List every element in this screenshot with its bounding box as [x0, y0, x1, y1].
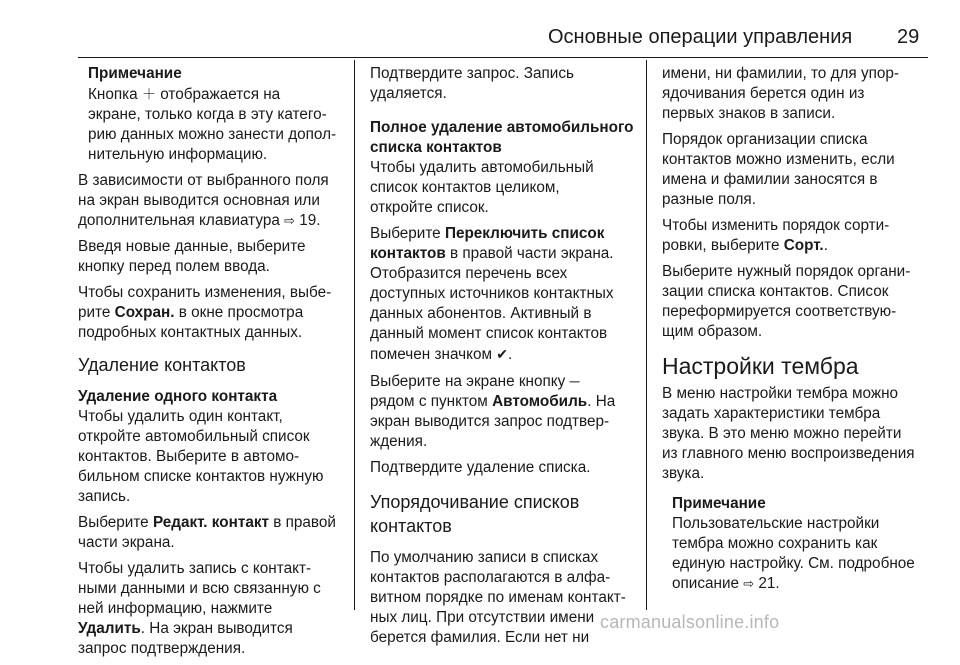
text-span: Выберите	[78, 514, 149, 531]
heading-line: Упорядочивание списков	[370, 492, 580, 512]
text-span: в правой	[273, 514, 336, 531]
text-span: .	[823, 237, 828, 254]
section-heading: Удаление контактов	[78, 355, 246, 375]
text-line: запись.	[78, 488, 131, 505]
ui-term: Сорт.	[783, 237, 824, 254]
paragraph	[370, 118, 634, 218]
text-line: данных абонентов. Активный в	[370, 305, 592, 322]
text-line: ными данными и всю связанную с	[78, 580, 321, 597]
plus-icon: ＋	[141, 86, 156, 102]
text-line: имени, ни фамилии, то для упор-	[662, 65, 899, 82]
page-reference: 21.	[758, 575, 780, 592]
text-line: витном порядке по именам контакт-	[370, 589, 626, 606]
text-line: Введя новые данные, выберите	[78, 238, 306, 255]
paragraph	[662, 384, 930, 484]
paragraph	[370, 458, 634, 478]
text-line	[370, 371, 634, 392]
text-line: откройте автомобильный список	[78, 428, 310, 445]
text-span: .	[507, 346, 513, 363]
note-box	[78, 64, 342, 165]
text-line: запрос подтверждения.	[78, 640, 246, 657]
text-line: переформируется соответствую-	[662, 303, 897, 320]
note-title: Примечание	[88, 65, 182, 82]
ui-term: Автомобиль	[492, 393, 588, 410]
text-line: берется фамилия. Если нет ни	[370, 629, 590, 646]
text-line	[370, 344, 634, 365]
page-number: 29	[897, 26, 920, 48]
text-span: рите	[78, 304, 111, 321]
ui-term: Удалить	[78, 620, 141, 637]
header-title: Основные операции управления	[548, 26, 853, 48]
text-line: ней информацию, нажмите	[78, 600, 273, 617]
text-span: рядом с пунктом	[370, 393, 488, 410]
note-line: Пользовательские настройки	[672, 515, 880, 532]
note-line	[672, 574, 930, 594]
text-line: звука. В это меню можно перейти	[662, 425, 902, 442]
text-line: разные поля.	[662, 191, 756, 208]
text-line: список контактов целиком,	[370, 179, 560, 196]
column-middle	[370, 64, 634, 654]
text-line: В зависимости от выбранного поля	[78, 172, 329, 189]
text-line: на экран выводится основная или	[78, 192, 320, 209]
text-line: доступных источников контактных	[370, 285, 614, 302]
text-line: Чтобы удалить запись с контакт-	[78, 560, 312, 577]
page-header	[0, 0, 960, 60]
text-line	[78, 303, 342, 323]
paragraph	[78, 237, 342, 277]
header-rule	[78, 57, 928, 58]
text-span: помечен значком	[370, 346, 492, 363]
text-line	[78, 513, 342, 533]
subsection-heading: Удаление одного контакта	[78, 388, 278, 405]
text-span: ровки, выберите	[662, 237, 780, 254]
text-line: звука.	[662, 465, 705, 482]
text-span: в окне просмотра	[178, 304, 304, 321]
text-line: ных лиц. При отсутствии имени	[370, 609, 595, 626]
note-line: экране, только когда в эту катего-	[88, 106, 327, 123]
paragraph	[370, 64, 634, 104]
paragraph	[662, 130, 930, 210]
paragraph	[370, 224, 634, 365]
text-line	[370, 224, 634, 244]
text-span: Выберите	[370, 225, 441, 242]
text-line: Подтвердите запрос. Запись	[370, 65, 574, 82]
text-line: экран выводится запрос подтвер-	[370, 413, 610, 430]
note-line	[88, 84, 342, 105]
section-heading: Настройки тембра	[662, 353, 859, 379]
text-span: в правой части экрана.	[449, 245, 614, 262]
ui-term: контактов	[370, 245, 446, 262]
column-divider-2	[646, 60, 647, 610]
note-line: нительную информацию.	[88, 146, 268, 163]
text-line: контактов можно изменить, если	[662, 151, 895, 168]
text-line: Подтвердите удаление списка.	[370, 459, 591, 476]
text-span: дополнительная клавиатура	[78, 212, 280, 229]
watermark: carmanualsonline.info	[600, 612, 780, 632]
paragraph	[78, 283, 342, 343]
heading-line: контактов	[370, 516, 452, 536]
text-line: контактов. Выберите в автомо-	[78, 448, 300, 465]
text-line: Выберите нужный порядок органи-	[662, 263, 911, 280]
text-line: кнопку перед полем ввода.	[78, 258, 270, 275]
note-line: тембра можно сохранить как	[672, 535, 878, 552]
text-line: первых знаков в записи.	[662, 105, 836, 122]
paragraph	[662, 216, 930, 256]
note-text: отображается на	[160, 86, 281, 103]
paragraph	[78, 559, 342, 659]
column-left	[78, 64, 342, 665]
text-line: зации списка контактов. Список	[662, 283, 889, 300]
text-line	[370, 392, 634, 412]
text-line: Порядок организации списка	[662, 131, 868, 148]
text-line: откройте список.	[370, 199, 489, 216]
text-line: из главного меню воспроизведения	[662, 445, 915, 462]
text-line: части экрана.	[78, 534, 175, 551]
paragraph	[370, 548, 634, 648]
text-line: щим образом.	[662, 323, 763, 340]
page-reference-icon: ⇨	[284, 213, 295, 228]
text-line	[370, 244, 634, 264]
paragraph	[78, 387, 342, 507]
note-line: рию данных можно занести допол-	[88, 126, 337, 143]
subsection-heading: Полное удаление автомобильного	[370, 119, 634, 136]
note-line: единую настройку. См. подробное	[672, 555, 915, 572]
text-line: бильном списке контактов нужную	[78, 468, 324, 485]
section-heading	[370, 490, 634, 538]
note-text: описание	[672, 575, 739, 592]
text-line: Чтобы сохранить изменения, выбе-	[78, 284, 332, 301]
column-divider-1	[354, 60, 355, 610]
text-line: удаляется.	[370, 85, 447, 102]
text-line: контактов располагаются в алфа-	[370, 569, 611, 586]
text-line: подробных контактных данных.	[78, 324, 303, 341]
minus-icon: ─	[569, 373, 580, 389]
text-line	[78, 211, 342, 231]
text-line	[662, 236, 930, 256]
text-span: Выберите на экране кнопку	[370, 373, 566, 390]
page-reference-icon: ⇨	[743, 576, 755, 591]
text-line: Чтобы удалить автомобильный	[370, 159, 594, 176]
text-line	[78, 619, 342, 639]
text-line: В меню настройки тембра можно	[662, 385, 899, 402]
paragraph	[370, 371, 634, 452]
page-reference: 19.	[299, 212, 321, 229]
text-span: . На	[587, 393, 616, 410]
text-line: По умолчанию записи в списках	[370, 549, 599, 566]
ui-term: Сохран.	[114, 304, 175, 321]
note-title: Примечание	[672, 495, 766, 512]
text-line: ядочивания берется один из	[662, 85, 865, 102]
note-box	[662, 494, 930, 594]
paragraph	[78, 171, 342, 231]
column-right	[662, 64, 930, 600]
note-text: Кнопка	[88, 86, 138, 103]
checkmark-icon: ✔	[496, 346, 508, 362]
text-span: . На экран выводится	[140, 620, 293, 637]
ui-term: Переключить список	[444, 225, 605, 242]
subsection-heading: списка контактов	[370, 139, 502, 156]
text-line: Чтобы удалить один контакт,	[78, 408, 283, 425]
text-line: данный момент список контактов	[370, 325, 608, 342]
paragraph	[78, 513, 342, 553]
text-line: Чтобы изменить порядок сорти-	[662, 217, 890, 234]
text-line: Отобразится перечень всех	[370, 265, 568, 282]
text-line: имена и фамилии заносятся в	[662, 171, 878, 188]
paragraph	[662, 262, 930, 342]
text-line: задать характеристики тембра	[662, 405, 881, 422]
text-line: ждения.	[370, 433, 428, 450]
ui-term: Редакт. контакт	[152, 514, 269, 531]
paragraph	[662, 64, 930, 124]
